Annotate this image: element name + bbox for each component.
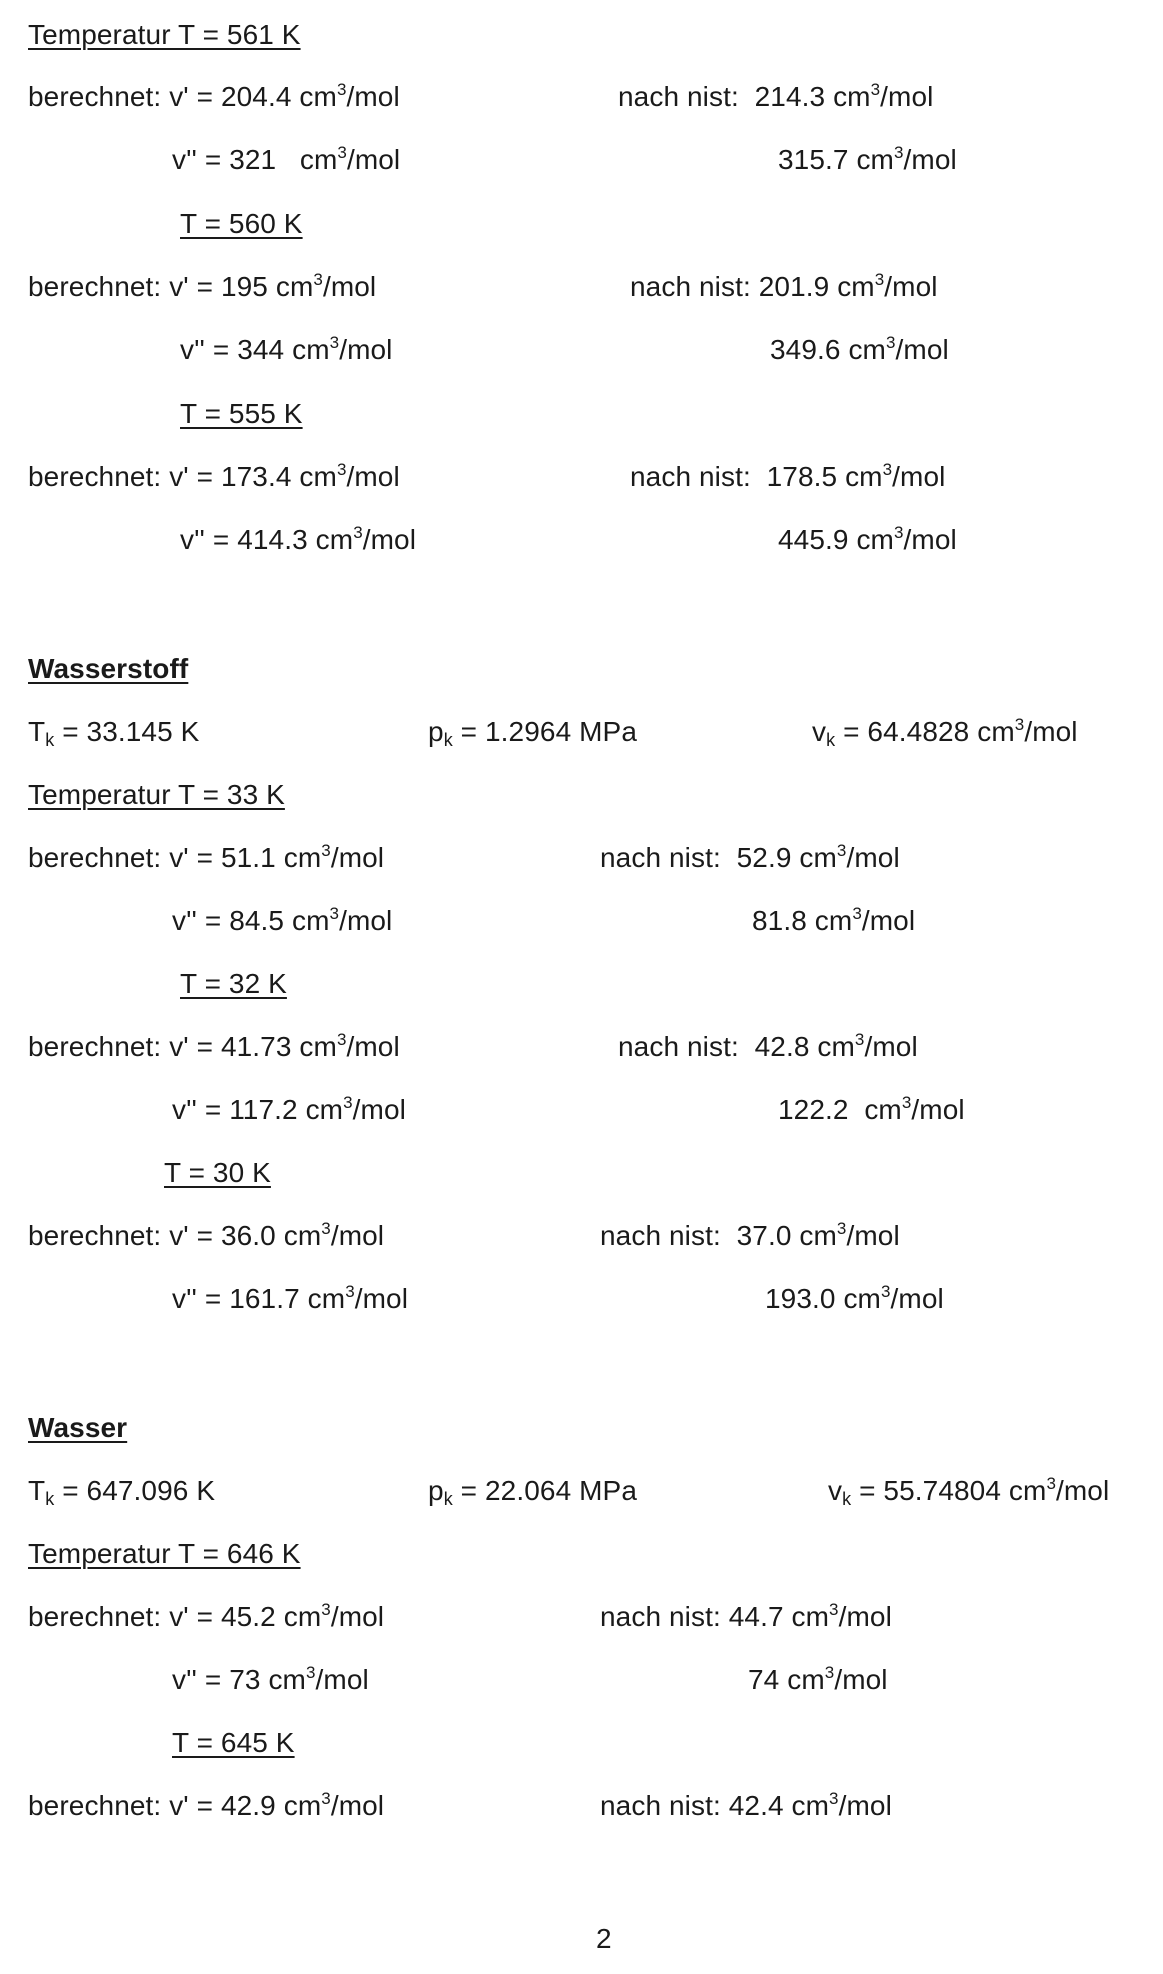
nist-v1-645: nach nist: 42.4 $cm^3$/mol (600, 1789, 892, 1821)
nist-v1-646: nach nist: 44.7 $cm^3$/mol (600, 1600, 892, 1632)
calc-v1-30: berechnet: v' = 36.0 $cm^3$/mol (28, 1219, 385, 1251)
nist-v2-555: 445.9 $cm^3$/mol (778, 523, 957, 555)
nist-v1-32: nach nist: 42.8 $cm^3$/mol (618, 1030, 918, 1062)
unit-label: $cm^3$/mol (299, 460, 400, 492)
critical-volume-h2o: $v_k = 55.74804$ $cm^3$/mol (828, 1474, 1110, 1509)
section-title-wasserstoff: Wasserstoff (28, 653, 189, 684)
nist-v1-30: nach nist: 37.0 $cm^3$/mol (600, 1219, 900, 1251)
unit-label: $cm^3$/mol (817, 1030, 918, 1062)
unit-label: $cm^3$/mol (299, 1030, 400, 1062)
temperature-heading-30: T = 30 K (164, 1157, 271, 1188)
temperature-heading-560: T = 560 K (180, 208, 303, 239)
unit-label: $cm^3$/mol (283, 1789, 385, 1821)
unit-label: $cm^3$/mol (291, 904, 393, 936)
calc-v1-646: berechnet: v' = 45.2 $cm^3$/mol (28, 1600, 385, 1632)
nist-v2-32: 122.2 $cm^3$/mol (778, 1093, 965, 1125)
nist-v2-561: 315.7 $cm^3$/mol (778, 143, 957, 175)
unit-label: $cm^3$/mol (787, 1663, 888, 1695)
unit-label: $cm^3$/mol (307, 1282, 409, 1314)
critical-pressure-h2o: $p_k = 22.064$ MPa (428, 1475, 637, 1509)
page-number: 2 (596, 1923, 612, 1954)
critical-temperature-h2o: $T_k = 647.096$ K (28, 1475, 216, 1509)
calc-v1-645: berechnet: v' = 42.9 $cm^3$/mol (28, 1789, 385, 1821)
unit-label: $cm^3$/mol (837, 270, 938, 302)
unit-label: $cm^3$/mol (799, 1219, 900, 1251)
unit-label: $cm^3$/mol (843, 1282, 944, 1314)
unit-label: $cm^3$/mol (315, 523, 417, 555)
section-title-wasser: Wasser (28, 1412, 128, 1443)
unit-label: $cm^3$/mol (283, 841, 385, 873)
calc-v1-32: berechnet: v' = 41.73 $cm^3$/mol (28, 1030, 400, 1062)
temperature-heading-555: T = 555 K (180, 398, 303, 429)
nist-v2-646: 74 $cm^3$/mol (748, 1663, 888, 1695)
calc-v2-646: v'' = 73 $cm^3$/mol (172, 1663, 369, 1695)
unit-label: $cm^3$/mol (977, 715, 1078, 747)
unit-label: $cm^3$/mol (833, 80, 934, 112)
unit-label: $cm^3$/mol (299, 80, 400, 112)
temperature-heading-561: Temperatur T = 561 K (28, 19, 301, 50)
calc-v2-555: v'' = 414.3 $cm^3$/mol (180, 523, 417, 555)
nist-v1-561: nach nist: 214.3 $cm^3$/mol (618, 80, 934, 112)
unit-label: $cm^3$/mol (848, 333, 949, 365)
nist-v1-560: nach nist: 201.9 $cm^3$/mol (630, 270, 938, 302)
unit-label: $cm^3$/mol (791, 1600, 892, 1632)
unit-label: $cm^3$/mol (305, 1093, 406, 1125)
nist-v1-555: nach nist: 178.5 $cm^3$/mol (630, 460, 946, 492)
calc-v2-30: v'' = 161.7 $cm^3$/mol (172, 1282, 409, 1314)
calc-v1-560: berechnet: v' = 195 $cm^3$/mol (28, 270, 377, 302)
calc-v1-561: berechnet: v' = 204.4 $cm^3$/mol (28, 80, 400, 112)
nist-v2-560: 349.6 $cm^3$/mol (770, 333, 949, 365)
unit-label: $cm^3$/mol (275, 270, 377, 302)
unit-label: $cm^3$/mol (268, 1663, 369, 1695)
unit-label: $cm^3$/mol (299, 143, 401, 175)
critical-volume-h2: $v_k = 64.4828$ $cm^3$/mol (812, 715, 1078, 750)
temperature-heading-646: Temperatur T = 646 K (28, 1538, 301, 1569)
unit-label: $cm^3$/mol (292, 333, 393, 365)
unit-label: $cm^3$/mol (845, 460, 946, 492)
calc-v2-32: v'' = 117.2 $cm^3$/mol (172, 1093, 406, 1125)
nist-v2-33: 81.8 $cm^3$/mol (752, 904, 916, 936)
critical-temperature-h2: $T_k = 33.145$ K (28, 716, 200, 750)
temperature-heading-33: Temperatur T = 33 K (28, 779, 285, 810)
temperature-heading-645: T = 645 K (172, 1727, 295, 1758)
unit-label: $cm^3$/mol (283, 1600, 385, 1632)
unit-label: $cm^3$/mol (814, 904, 916, 936)
unit-label: $cm^3$/mol (856, 523, 957, 555)
unit-label: $cm^3$/mol (864, 1093, 965, 1125)
unit-label: $cm^3$/mol (283, 1219, 385, 1251)
critical-pressure-h2: $p_k = 1.2964$ MPa (428, 716, 637, 750)
calc-v2-33: v'' = 84.5 $cm^3$/mol (172, 904, 393, 936)
calc-v2-561: v'' = 321 $cm^3$/mol (172, 143, 401, 175)
nist-v1-33: nach nist: 52.9 $cm^3$/mol (600, 841, 900, 873)
calc-v1-555: berechnet: v' = 173.4 $cm^3$/mol (28, 460, 400, 492)
unit-label: $cm^3$/mol (791, 1789, 892, 1821)
calc-v1-33: berechnet: v' = 51.1 $cm^3$/mol (28, 841, 385, 873)
unit-label: $cm^3$/mol (799, 841, 900, 873)
unit-label: $cm^3$/mol (1008, 1474, 1110, 1506)
calc-v2-560: v'' = 344 $cm^3$/mol (180, 333, 393, 365)
nist-v2-30: 193.0 $cm^3$/mol (765, 1282, 944, 1314)
unit-label: $cm^3$/mol (856, 143, 957, 175)
temperature-heading-32: T = 32 K (180, 968, 287, 999)
